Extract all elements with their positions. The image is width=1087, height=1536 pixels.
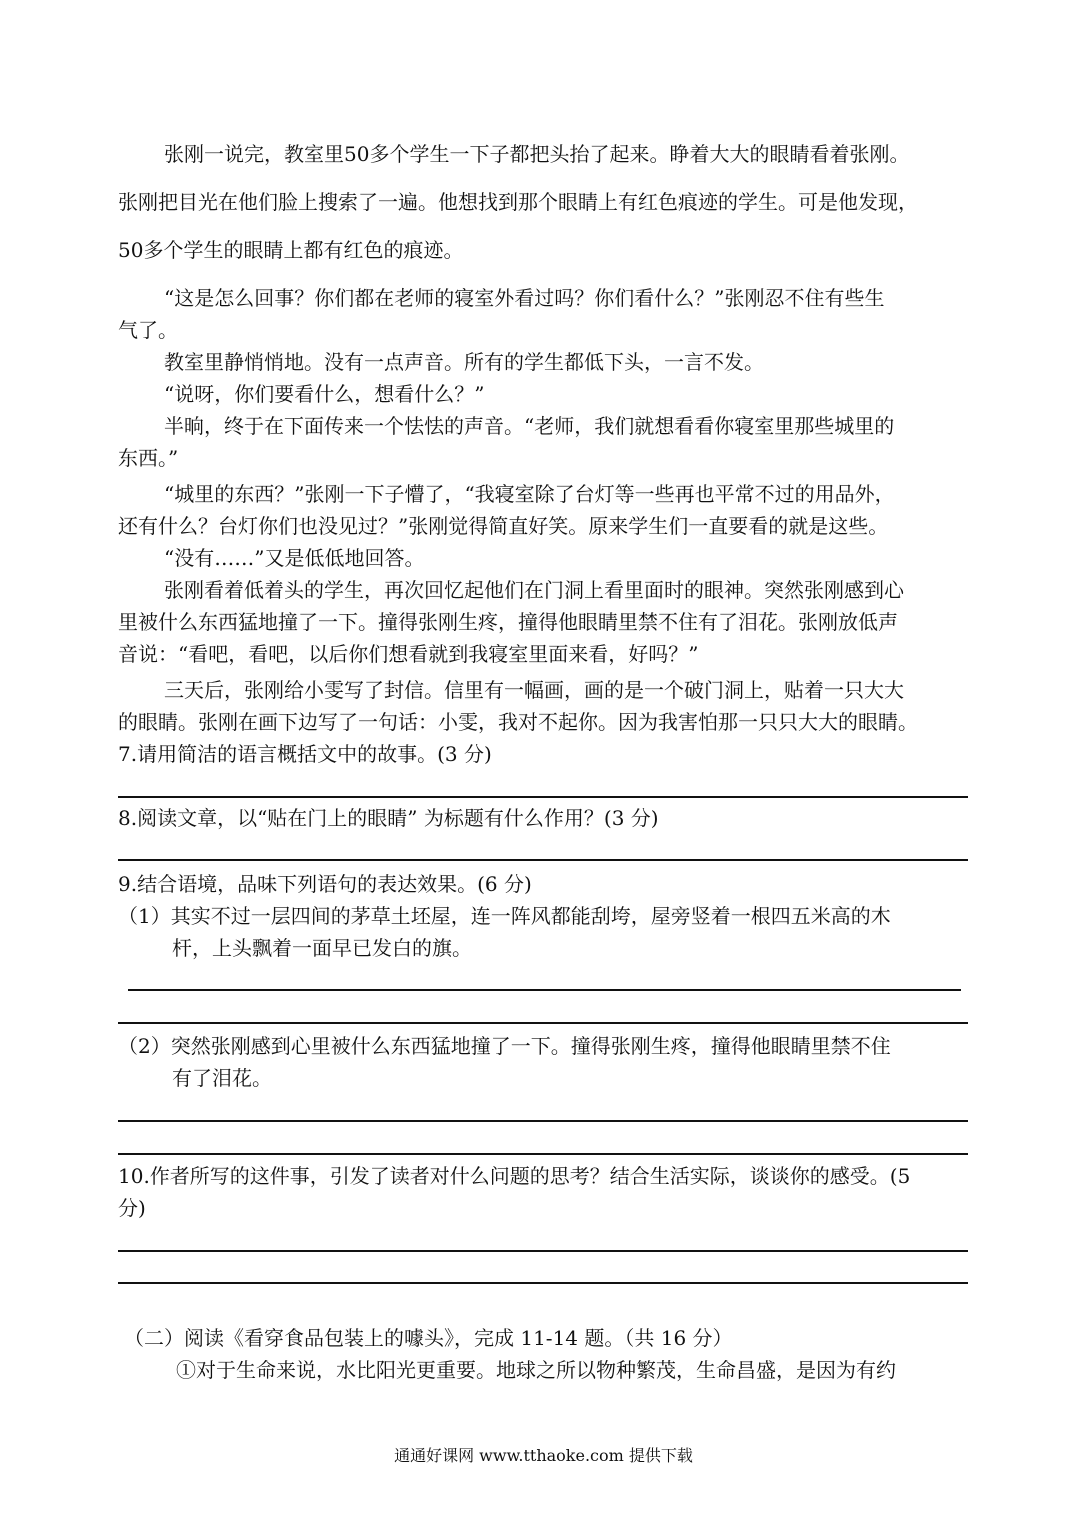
passage-line: “这是怎么回事？你们都在老师的寝室外看过吗？你们看什么？”张刚忍不住有些生 (164, 286, 885, 310)
answer-line (118, 1250, 968, 1252)
passage-line: 张刚把目光在他们脸上搜索了一遍。他想找到那个眼睛上有红色痕迹的学生。可是他发现， (118, 190, 918, 214)
answer-line (118, 1153, 968, 1155)
passage-line: “说呀，你们要看什么，想看什么？” (164, 382, 485, 406)
section-paragraph: ①对于生命来说，水比阳光更重要。地球之所以物种繁茂，生命昌盛，是因为有约 (176, 1358, 896, 1382)
answer-line (118, 796, 968, 798)
section-heading: （二）阅读《看穿食品包装上的噱头》，完成 11-14 题。（共 16 分） (124, 1326, 733, 1350)
passage-line: 音说：“看吧，看吧，以后你们想看就到我寝室里面来看，好吗？” (118, 642, 699, 666)
answer-line (128, 989, 961, 991)
question-9-2-cont: 有了泪花。 (172, 1066, 272, 1090)
passage-line: “没有……”又是低低地回答。 (164, 546, 425, 570)
passage-line: 东西。” (118, 446, 179, 470)
passage-line: 的眼睛。张刚在画下边写了一句话：小雯，我对不起你。因为我害怕那一只只大大的眼睛。 (118, 710, 918, 734)
passage-line: 里被什么东西猛地撞了一下。撞得张刚生疼，撞得他眼睛里禁不住有了泪花。张刚放低声 (118, 610, 898, 634)
answer-line (118, 1282, 968, 1284)
question-10: 10.作者所写的这件事，引发了读者对什么问题的思考？结合生活实际，谈谈你的感受。(5 (118, 1164, 911, 1188)
page-footer: 通通好课网 www.tthaoke.com 提供下载 (394, 1446, 693, 1465)
question-9-1: （1）其实不过一层四间的茅草土坯屋，连一阵风都能刮垮，屋旁竖着一根四五米高的木 (118, 904, 891, 928)
answer-line (118, 1120, 968, 1122)
passage-line: 还有什么？台灯你们也没见过？”张刚觉得简直好笑。原来学生们一直要看的就是这些。 (118, 514, 889, 538)
question-9-1-cont: 杆，上头飘着一面早已发白的旗。 (172, 936, 472, 960)
passage-line: “城里的东西？”张刚一下子懵了，“我寝室除了台灯等一些再也平常不过的用品外， (164, 482, 895, 506)
question-7: 7.请用简洁的语言概括文中的故事。(3 分) (118, 742, 492, 766)
passage-line: 张刚看着低着头的学生，再次回忆起他们在门洞上看里面时的眼神。突然张刚感到心 (164, 578, 904, 602)
answer-line (118, 859, 968, 861)
passage-line: 半晌，终于在下面传来一个怯怯的声音。“老师，我们就想看看你寝室里那些城里的 (164, 414, 895, 438)
question-9: 9.结合语境，品味下列语句的表达效果。(6 分) (118, 872, 532, 896)
passage-line: 气了。 (118, 318, 178, 342)
answer-line (118, 1022, 968, 1024)
question-10-cont: 分) (118, 1196, 146, 1220)
passage-line: 教室里静悄悄地。没有一点声音。所有的学生都低下头，一言不发。 (164, 350, 764, 374)
passage-line: 张刚一说完，教室里50多个学生一下子都把头抬了起来。睁着大大的眼睛看着张刚。 (164, 142, 910, 166)
question-9-2: （2）突然张刚感到心里被什么东西猛地撞了一下。撞得张刚生疼，撞得他眼睛里禁不住 (118, 1034, 891, 1058)
question-8: 8.阅读文章，以“贴在门上的眼睛” 为标题有什么作用？(3 分) (118, 806, 659, 830)
passage-line: 三天后，张刚给小雯写了封信。信里有一幅画，画的是一个破门洞上，贴着一只大大 (164, 678, 904, 702)
passage-line: 50多个学生的眼睛上都有红色的痕迹。 (118, 238, 464, 262)
